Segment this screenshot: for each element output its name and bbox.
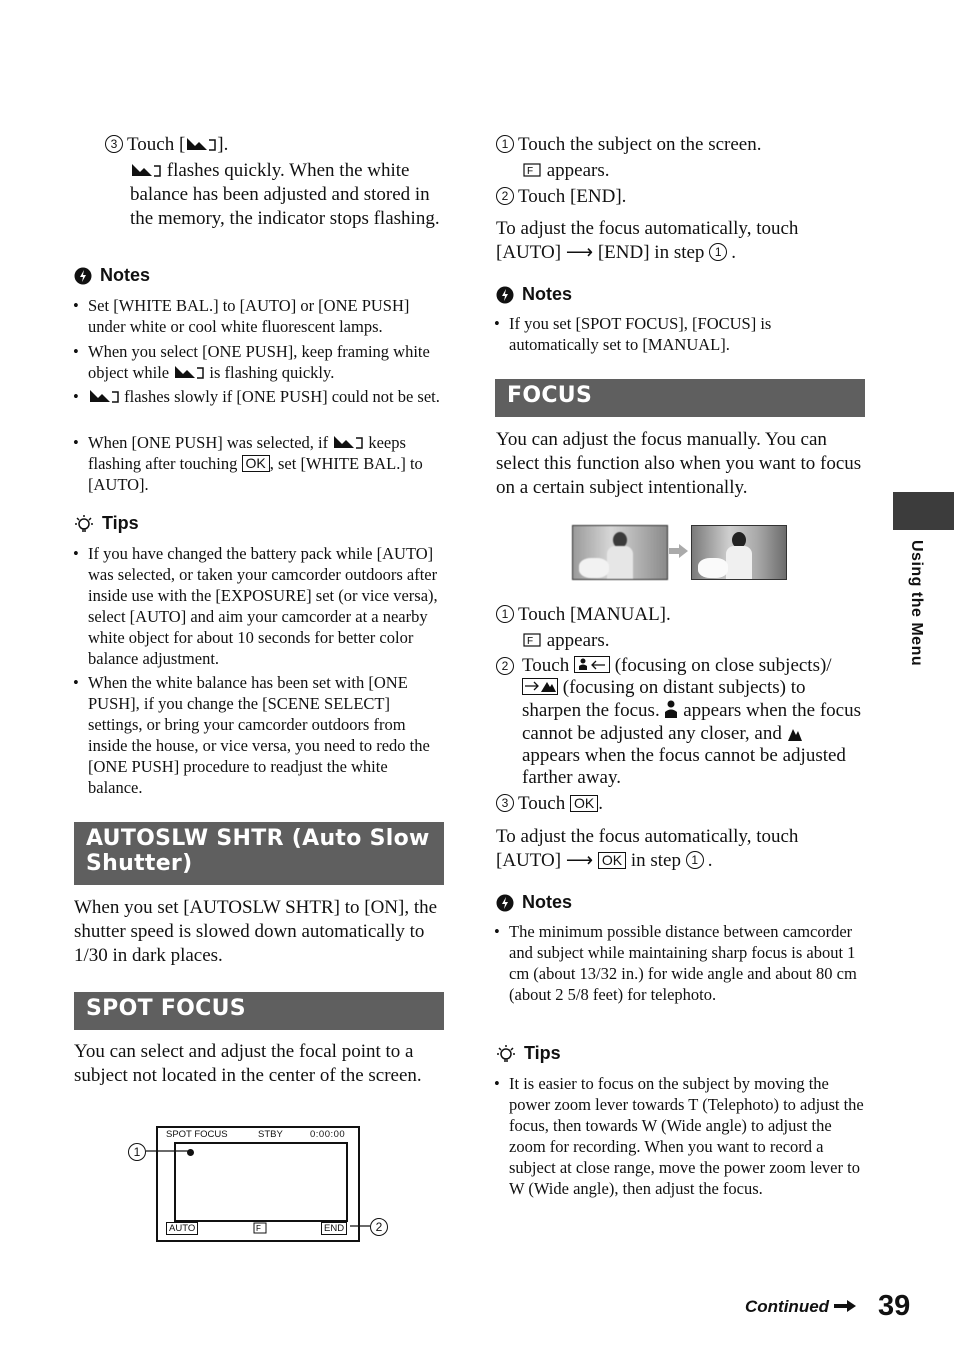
white-balance-icon	[173, 364, 205, 380]
spot-focus-body: You can select and adjust the focal point to a subject not located in the center of the screen.	[74, 1041, 422, 1086]
notes-icon	[496, 286, 514, 304]
focus-example-photo-sharp	[691, 525, 787, 580]
white-balance-icon	[130, 162, 162, 178]
close-focus-icon	[574, 656, 610, 673]
arrow-right-icon	[834, 1300, 856, 1312]
auto-button: AUTO	[166, 1222, 198, 1235]
continued-label: Continued	[745, 1297, 856, 1317]
step-3-continued: flashes quickly. When the white balance has been adjusted and stored in the memory, the indicator stops flashing.	[130, 160, 440, 229]
spot-step-1-appears: F appears.	[522, 159, 862, 183]
arrow-icon: ⟶	[565, 242, 594, 263]
focus-example-photo-blurred	[572, 525, 668, 580]
focus-step-1-appears: F appears.	[522, 629, 862, 653]
focus-icon	[522, 632, 542, 648]
step-3: 3 Touch [ ].	[105, 133, 445, 157]
tips-icon	[74, 514, 94, 534]
arrow-right-icon	[669, 544, 689, 558]
autoslw-body: When you set [AUTOSLW SHTR] to [ON], the shutter speed is slowed down automatically to 1/30 in dark places.	[74, 897, 438, 966]
white-balance-icon	[88, 388, 120, 404]
focus-icon	[522, 162, 542, 178]
side-tab-label: Using the Menu	[908, 540, 925, 667]
ok-button-icon: OK	[570, 795, 598, 812]
tip-item: • If you have changed the battery pack while [AUTO] was selected, or taken your camcorder outdoors after inside use with the [EXPOSURE] set (or vice versa), select [AUTO] and aim your camcorder at a nearby white object for about 10 seconds for better color balance adjustment.	[88, 543, 444, 669]
svg-text:F: F	[256, 1224, 261, 1233]
white-balance-icon	[185, 136, 217, 152]
note-item: • flashes slowly if [ONE PUSH] could not be set.	[88, 386, 444, 407]
focus-step-2-text: Touch (focusing on close subjects)/ (focusing on distant subjects) to sharpen the focus. appears when the focus cannot be adjusted any closer, and appears when the focus cannot be adjusted farther away.	[522, 655, 862, 789]
spot-step-2: 2 Touch [END].	[496, 185, 866, 209]
screen-status-label: STBY	[258, 1129, 283, 1140]
section-header-autoslw: AUTOSLW SHTR (Auto Slow Shutter)	[74, 822, 444, 885]
notes-heading: Notes	[74, 265, 150, 286]
svg-text:F: F	[527, 636, 534, 647]
tips-heading: Tips	[74, 513, 139, 534]
note-item: • When [ONE PUSH] was selected, if keeps flashing after touching OK , set [WHITE BAL.] to [AUTO].	[88, 432, 444, 495]
focus-body: You can adjust the focus manually. You can select this function also when you want to focus on a certain subject intentionally.	[496, 429, 862, 498]
note-item: • The minimum possible distance between camcorder and subject while maintaining sharp focus is about 1 cm (about 13/32 in.) for wide angle and about 80 cm (about 2 5/8 feet) for telephoto.	[509, 921, 865, 1005]
note-item: • If you set [SPOT FOCUS], [FOCUS] is automatically set to [MANUAL].	[509, 313, 865, 355]
tips-icon	[496, 1044, 516, 1064]
distant-focus-icon	[522, 678, 558, 695]
section-header-spot-focus: SPOT FOCUS	[74, 992, 444, 1030]
notes-icon	[496, 894, 514, 912]
callout-1: 1	[128, 1143, 146, 1161]
arrow-icon: ⟶	[565, 850, 594, 871]
tips-heading: Tips	[496, 1043, 561, 1064]
screen-timecode: 0:00:00	[310, 1129, 346, 1140]
notes-icon	[74, 267, 92, 285]
ok-button-icon: OK	[242, 455, 270, 472]
ok-button-icon: OK	[598, 852, 626, 869]
svg-text:F: F	[527, 166, 534, 177]
focus-step-3: 3 Touch OK .	[496, 792, 866, 816]
notes-heading: Notes	[496, 284, 572, 305]
note-item: • When you select [ONE PUSH], keep framing white object while is flashing quickly.	[88, 341, 444, 383]
end-button: END	[321, 1222, 347, 1235]
spot-adjust-auto: To adjust the focus automatically, touch [AUTO] ⟶ [END] in step 1 .	[496, 218, 799, 263]
focus-step-1: 1 Touch [MANUAL].	[496, 603, 866, 627]
spot-step-1: 1 Touch the subject on the screen.	[496, 133, 866, 157]
person-icon	[664, 699, 678, 719]
section-header-focus: FOCUS	[495, 379, 865, 417]
callout-lines	[126, 1140, 388, 1240]
focus-step-2: 2	[496, 655, 520, 679]
focus-adjust-auto: To adjust the focus automatically, touch [AUTO] ⟶ OK in step 1 .	[496, 826, 799, 871]
tip-item: • When the white balance has been set with [ONE PUSH], if you change the [SCENE SELECT] settings, or bring your camcorder outdoors from inside the house, or vice versa, you need to redo the [ONE PUSH] procedure to readjust the white balance.	[88, 672, 444, 798]
tip-item: • It is easier to focus on the subject by moving the power zoom lever towards T (Telephoto) to adjust the focus, then towards W (Wide angle) to adjust the zoom for recording. When you want to record a subject at close range, move the power zoom lever to W (Wide angle), then adjust the focus.	[509, 1073, 865, 1199]
mountain-icon	[787, 724, 803, 742]
white-balance-icon	[332, 434, 364, 450]
page-number: 39	[878, 1290, 911, 1322]
note-item: • Set [WHITE BAL.] to [AUTO] or [ONE PUSH] under white or cool white fluorescent lamps.	[88, 295, 444, 337]
callout-2: 2	[370, 1218, 388, 1236]
notes-heading: Notes	[496, 892, 572, 913]
screen-mode-label: SPOT FOCUS	[166, 1129, 228, 1140]
side-tab-marker	[893, 492, 954, 530]
